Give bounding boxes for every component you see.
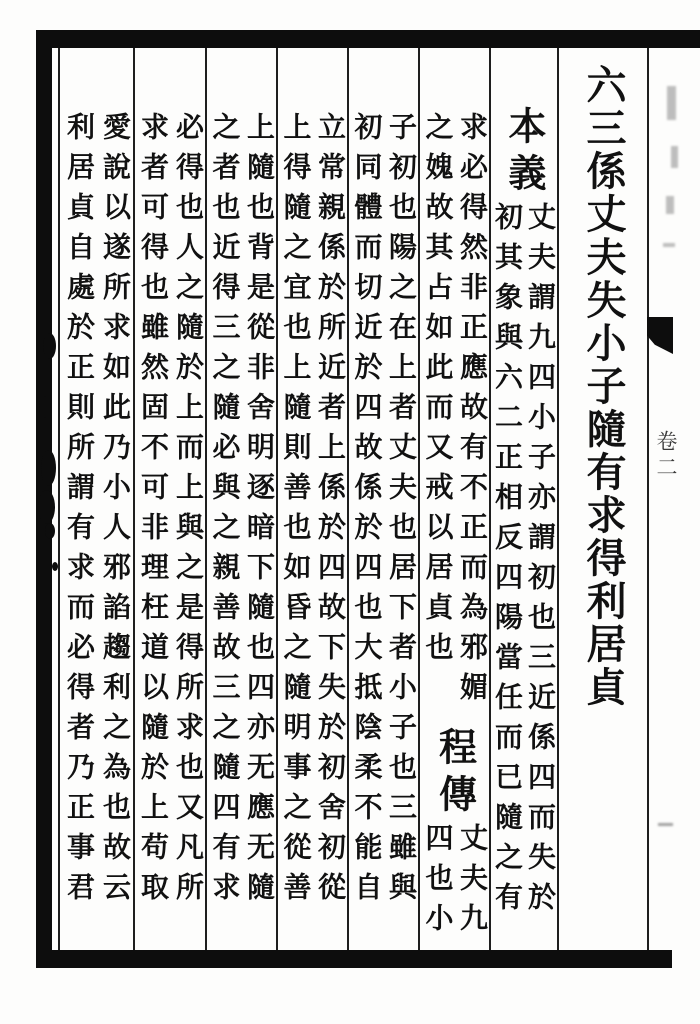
commentary-line-right: 必得也人之隨於上而上與之是得所求也又凡所 [172,112,205,912]
main-text-column [559,48,647,950]
commentary-column-chengzhuan-5 [60,48,132,950]
spine-faint-glyph [671,146,678,168]
ink-smudge [39,396,51,418]
commentary-line-right: 上隨也背是從非舍明逐暗下隨也四亦无應无隨 [243,112,276,912]
spine-volume-label: 卷二 [654,430,678,482]
commentary-column-benyi [491,48,557,950]
commentary-line-right: 立常親係於所近者上係於四故下失於初舍初從 [314,112,347,912]
ink-smudge [41,450,56,486]
commentary-column-chengzhuan-1 [349,48,418,950]
spine-rule [647,48,649,950]
commentary-line-left: 求者可得也雖然固不可非理枉道以隨於上苟取 [137,112,170,912]
ink-smudge [52,562,58,571]
commentary-line-right: 丈夫九 [456,823,489,943]
commentary-column-chengzhuan-2 [278,48,347,950]
commentary-column-chengzhuan-3 [207,48,276,950]
commentary-line-right: 求必得然非正應故有不正而為邪媚 [456,112,489,712]
commentary-line-left: 利居貞自處於正則所謂有求而必得者乃正事君 [63,112,96,912]
ink-smudge [43,333,56,359]
chengzhuan-header-label: 程傳 [432,727,478,821]
commentary-line-left: 上得隨之宜也上隨則善也如昏之隨明事之從善 [279,112,313,912]
spine-faint-glyph [667,86,676,120]
commentary-line-right: 子初也陽之在上者丈夫也居下者小子也三雖與 [385,112,418,912]
commentary-line-left: 四也小 [421,823,455,943]
spine-faint-glyph [663,243,675,247]
commentary-column-chengzhuan-4 [135,48,205,950]
commentary-line-left: 之媿故其占如此而又戒以居貞也 [421,112,455,672]
spine-fishtail-mark [647,317,673,354]
commentary-line-left: 初同體而切近於四故係於四也大抵陰柔不能自 [350,112,384,912]
spine-faint-mark [658,823,673,826]
commentary-line-left: 之者也近得三之隨必與之親善故三之隨四有求 [208,112,242,912]
ink-smudge [45,523,55,539]
page-border-bottom [36,950,672,968]
hexagram-line-text: 六三係丈夫失小子隨有求得利居貞 [580,64,627,709]
spine-faint-glyph [666,196,674,214]
commentary-line-right: 丈夫謂九四小子亦謂初也三近係四而失於 [524,202,557,922]
page-border-top [36,30,700,48]
commentary-line-right: 愛說以遂所求如此乃小人邪諂趨利之為也故云 [99,112,132,912]
commentary-line-left: 初其象與六二正相反四陽當任而已隨之有 [491,202,524,922]
benyi-header-label: 本義 [502,106,547,200]
commentary-column-benyi-chengzhuan [420,48,489,950]
ink-smudge [38,490,55,524]
